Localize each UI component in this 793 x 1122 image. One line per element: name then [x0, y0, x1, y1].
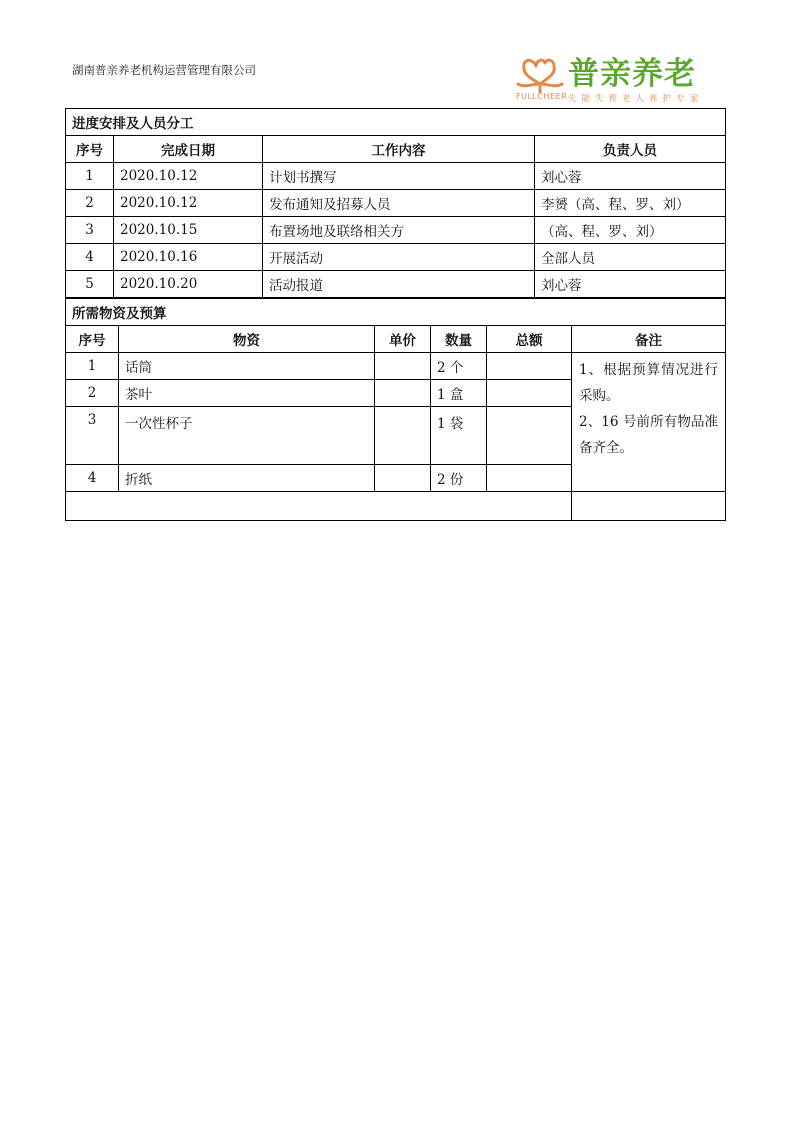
- col-header-item: 物资: [119, 326, 375, 353]
- row-owner: （高、程、罗、刘）: [535, 217, 726, 244]
- table-row: [66, 217, 726, 244]
- col-header-unit-price: 单价: [375, 326, 431, 353]
- table-row: [66, 244, 726, 271]
- row-quantity: 1 袋: [431, 407, 487, 465]
- row-index: 3: [66, 407, 119, 465]
- row-total: [487, 465, 572, 492]
- row-item: 一次性杯子: [119, 407, 375, 465]
- row-quantity: 2 个: [431, 353, 487, 380]
- col-header-remarks: 备注: [572, 326, 726, 353]
- logo-slogan: 失能失智老人养护专家: [568, 94, 704, 104]
- row-date: 2020.10.20: [114, 271, 263, 298]
- row-date: 2020.10.16: [114, 244, 263, 271]
- row-task: 计划书撰写: [263, 163, 535, 190]
- company-logo: [512, 54, 726, 106]
- schedule-header-row: [66, 136, 726, 163]
- row-index: 2: [66, 190, 114, 217]
- row-unit-price: [375, 380, 431, 407]
- materials-title-row: [66, 299, 726, 326]
- row-owner: 刘心蓉: [535, 163, 726, 190]
- row-date: 2020.10.12: [114, 163, 263, 190]
- row-total: [487, 380, 572, 407]
- remark-line: 2、16 号前所有物品准备齐全。: [579, 414, 719, 456]
- col-header-index: 序号: [66, 326, 119, 353]
- row-index: 3: [66, 217, 114, 244]
- row-index: 1: [66, 353, 119, 380]
- materials-header-row: [66, 326, 726, 353]
- col-header-quantity: 数量: [431, 326, 487, 353]
- row-task: 发布通知及招募人员: [263, 190, 535, 217]
- row-index: 5: [66, 271, 114, 298]
- col-header-total: 总额: [487, 326, 572, 353]
- flower-logo-icon: [512, 54, 568, 94]
- company-name: 湖南普亲养老机构运营管理有限公司: [72, 63, 256, 77]
- schedule-title: 进度安排及人员分工: [66, 109, 726, 136]
- row-date: 2020.10.12: [114, 190, 263, 217]
- row-index: 2: [66, 380, 119, 407]
- row-index: 1: [66, 163, 114, 190]
- row-index: 4: [66, 465, 119, 492]
- row-task: 开展活动: [263, 244, 535, 271]
- row-item: 茶叶: [119, 380, 375, 407]
- row-total: [487, 353, 572, 380]
- row-item: 折纸: [119, 465, 375, 492]
- schedule-table: [65, 108, 726, 298]
- logo-chinese-name: 普亲养老: [568, 56, 696, 92]
- row-unit-price: [375, 407, 431, 465]
- schedule-title-row: [66, 109, 726, 136]
- row-owner: 全部人员: [535, 244, 726, 271]
- row-task: 活动报道: [263, 271, 535, 298]
- row-item: 话筒: [119, 353, 375, 380]
- logo-english-name: FULLCHEER: [516, 92, 568, 101]
- remarks-cell: [572, 353, 726, 492]
- col-header-owner: 负责人员: [535, 136, 726, 163]
- col-header-date: 完成日期: [114, 136, 263, 163]
- empty-cell: [66, 492, 572, 521]
- row-quantity: 2 份: [431, 465, 487, 492]
- remark-line: 1、根据预算情况进行采购。: [579, 362, 719, 404]
- row-unit-price: [375, 465, 431, 492]
- row-unit-price: [375, 353, 431, 380]
- materials-table: [65, 298, 726, 521]
- row-quantity: 1 盒: [431, 380, 487, 407]
- table-row: [66, 271, 726, 298]
- row-owner: 刘心蓉: [535, 271, 726, 298]
- col-header-task: 工作内容: [263, 136, 535, 163]
- materials-title: 所需物资及预算: [66, 299, 726, 326]
- table-row: [66, 190, 726, 217]
- row-total: [487, 407, 572, 465]
- table-row: [66, 353, 726, 380]
- col-header-index: 序号: [66, 136, 114, 163]
- empty-remarks-cell: [572, 492, 726, 521]
- table-row-empty: [66, 492, 726, 521]
- row-index: 4: [66, 244, 114, 271]
- row-task: 布置场地及联络相关方: [263, 217, 535, 244]
- row-date: 2020.10.15: [114, 217, 263, 244]
- table-row: [66, 163, 726, 190]
- row-owner: 李赟（高、程、罗、刘）: [535, 190, 726, 217]
